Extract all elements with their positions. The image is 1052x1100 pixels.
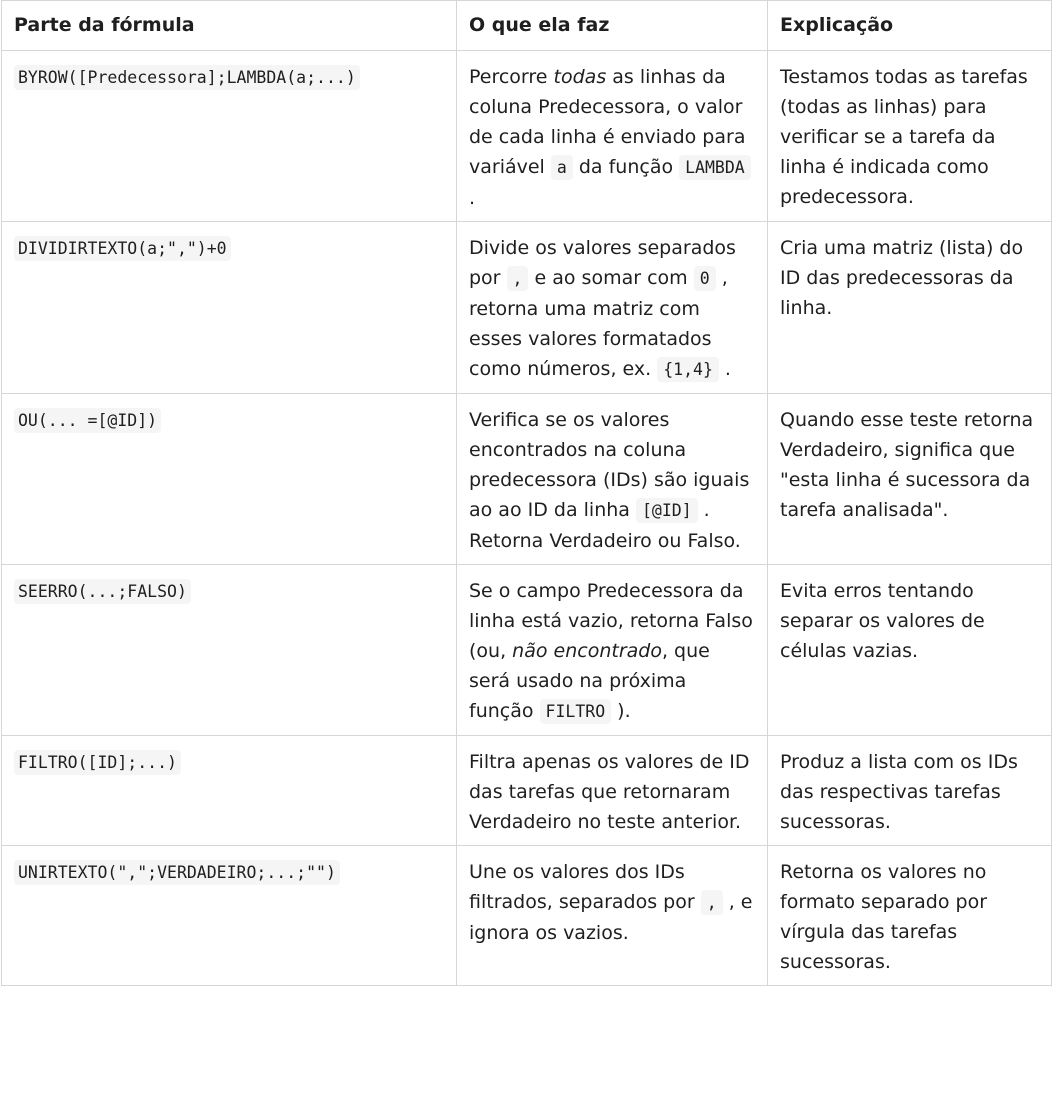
text-segment: . [718,358,731,380]
what-it-does-cell [457,51,768,222]
formula-part-cell [2,394,457,565]
table-row [2,394,1052,565]
what-it-does-cell [457,846,768,986]
text-segment: e ao somar com [528,267,694,289]
explanation-cell: Produz a lista com os IDs das respectivas tarefas sucessoras. [768,736,1052,846]
text-segment: Divide os valores separados por [469,237,736,289]
text-segment: Une os valores dos IDs filtrados, separados por [469,861,701,913]
formula-part-cell [2,736,457,846]
formula-part-cell [2,51,457,222]
what-it-does-cell [457,394,768,565]
table-row [2,222,1052,394]
text-segment: as linhas da coluna Predecessora, o valor de cada linha é enviado para variável [469,66,746,178]
emphasis-text: todas [553,66,607,88]
inline-code: LAMBDA [679,155,751,180]
table-header [2,1,1052,51]
table-row [2,736,1052,846]
formula-part-cell [2,846,457,986]
table-body [2,51,1052,986]
formula-code: BYROW([Predecessora];LAMBDA(a;...) [14,65,360,90]
text-segment: Se o campo Predecessora da linha está vazio, retorna Falso (ou, [469,580,753,662]
text-segment: , e ignora os vazios. [469,891,753,944]
text-segment: , que será usado na próxima função [469,640,710,722]
text-segment: Percorre [469,66,554,88]
text-segment: da função [572,156,680,178]
header-explanation: Explicação [768,1,1052,51]
inline-code: , [507,266,529,291]
formula-explanation-table [1,0,1052,986]
table-row [2,846,1052,986]
formula-part-cell [2,222,457,394]
explanation-cell: Testamos todas as tarefas (todas as linhas) para verificar se a tarefa da linha é indicada como predecessora. [768,51,1052,222]
inline-code: {1,4} [657,357,719,382]
emphasis-text: não encontrado [512,640,662,662]
text-segment: , retorna uma matriz com esses valores formatados como números, ex. [469,267,728,380]
inline-code: , [701,890,723,915]
text-segment: ). [611,700,631,722]
header-row [2,1,1052,51]
what-it-does-cell [457,565,768,736]
header-what-it-does: O que ela faz [457,1,768,51]
formula-code: UNIRTEXTO(",";VERDADEIRO;...;"") [14,860,340,885]
explanation-cell: Evita erros tentando separar os valores de células vazias. [768,565,1052,736]
explanation-cell: Cria uma matriz (lista) do ID das predecessoras da linha. [768,222,1052,394]
what-it-does-cell [457,736,768,846]
formula-part-cell [2,565,457,736]
inline-code: FILTRO [540,699,612,724]
formula-code: OU(... =[@ID]) [14,408,161,433]
explanation-cell: Quando esse teste retorna Verdadeiro, significa que "esta linha é sucessora da tarefa analisada". [768,394,1052,565]
text-segment: Filtra apenas os valores de ID das tarefas que retornaram Verdadeiro no teste anterior. [469,751,750,833]
text-segment: . Retorna Verdadeiro ou Falso. [469,499,741,552]
formula-code: FILTRO([ID];...) [14,750,181,775]
table-row [2,565,1052,736]
text-segment: Verifica se os valores encontrados na coluna predecessora (IDs) são iguais ao ao ID da linha [469,409,750,521]
what-it-does-cell [457,222,768,394]
inline-code: [@ID] [636,498,698,523]
table-row [2,51,1052,222]
formula-code: DIVIDIRTEXTO(a;",")+0 [14,236,231,261]
text-segment: . [469,187,476,209]
inline-code: a [551,155,573,180]
explanation-cell: Retorna os valores no formato separado por vírgula das tarefas sucessoras. [768,846,1052,986]
inline-code: 0 [694,266,716,291]
header-formula-part: Parte da fórmula [2,1,457,51]
formula-code: SEERRO(...;FALSO) [14,579,191,604]
